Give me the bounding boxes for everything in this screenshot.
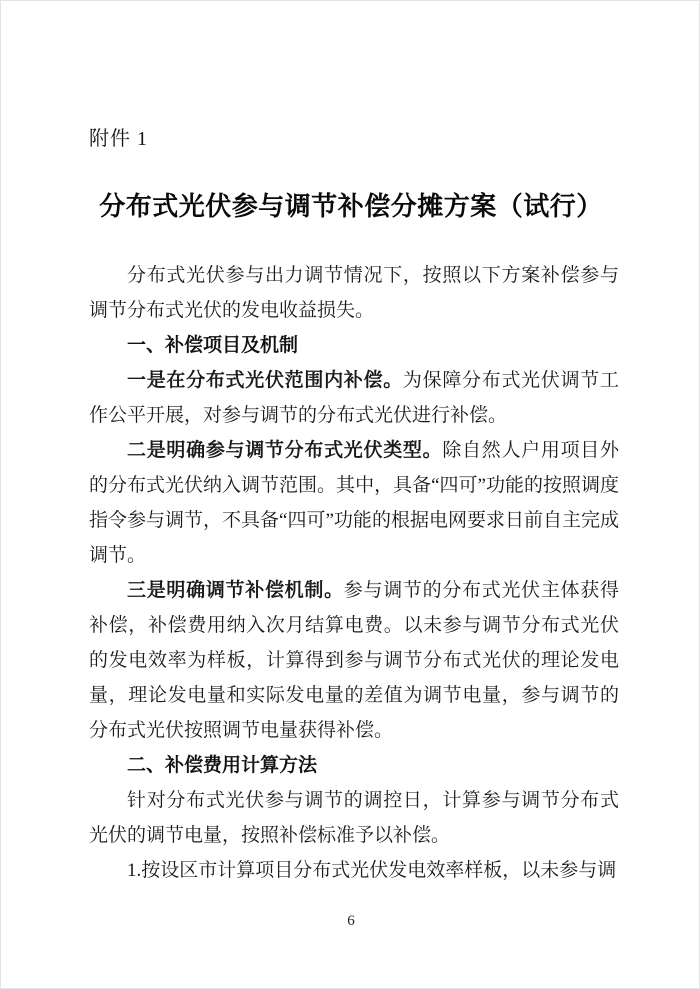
section-2-paragraph-1 [89, 783, 619, 853]
item-3-paragraph [89, 573, 619, 748]
section-2-heading: 二、补偿费用计算方法 [127, 755, 318, 776]
item-2-lead: 二是明确参与调节分布式光伏类型。 [127, 440, 443, 461]
section-2-paragraph-2-text: 1.按设区市计算项目分布式光伏发电效率样板，以未参与调 [127, 860, 617, 881]
item-1-paragraph [89, 363, 619, 433]
section-1-heading: 一、补偿项目及机制 [127, 335, 299, 356]
intro-paragraph [89, 258, 619, 328]
document-body [89, 258, 619, 888]
document-title: 分布式光伏参与调节补偿分摊方案（试行） [99, 192, 603, 221]
item-1-lead: 一是在分布式光伏范围内补偿。 [127, 370, 403, 391]
item-3-text: 参与调节的分布式光伏主体获得补偿，补偿费用纳入次月结算电费。以未参与调节分布式光伏的发电效率为样板，计算得到参与调节分布式光伏的理论发电量，理论发电量和实际发电量的差值为调节电量，参与调节的分布式光伏按照调节电量获得补偿。 [89, 580, 619, 741]
intro-text: 分布式光伏参与出力调节情况下，按照以下方案补偿参与调节分布式光伏的发电收益损失。 [89, 265, 619, 321]
item-2-paragraph [89, 433, 619, 573]
section-2-paragraph-1-text: 针对分布式光伏参与调节的调控日，计算参与调节分布式光伏的调节电量，按照补偿标准予以补偿。 [89, 790, 619, 846]
section-2-paragraph-2 [89, 853, 619, 888]
item-1-text: 为保障分布式光伏调节工作公平开展，对参与调节的分布式光伏进行补偿。 [89, 370, 619, 426]
page-number: 6 [347, 913, 355, 929]
item-2-text: 除自然人户用项目外的分布式光伏纳入调节范围。其中，具备“四可”功能的按照调度指令参与调节，不具备“四可”功能的根据电网要求日前自主完成调节。 [89, 440, 619, 566]
attachment-label: 附件 1 [89, 128, 148, 150]
item-3-lead: 三是明确调节补偿机制。 [127, 580, 344, 601]
